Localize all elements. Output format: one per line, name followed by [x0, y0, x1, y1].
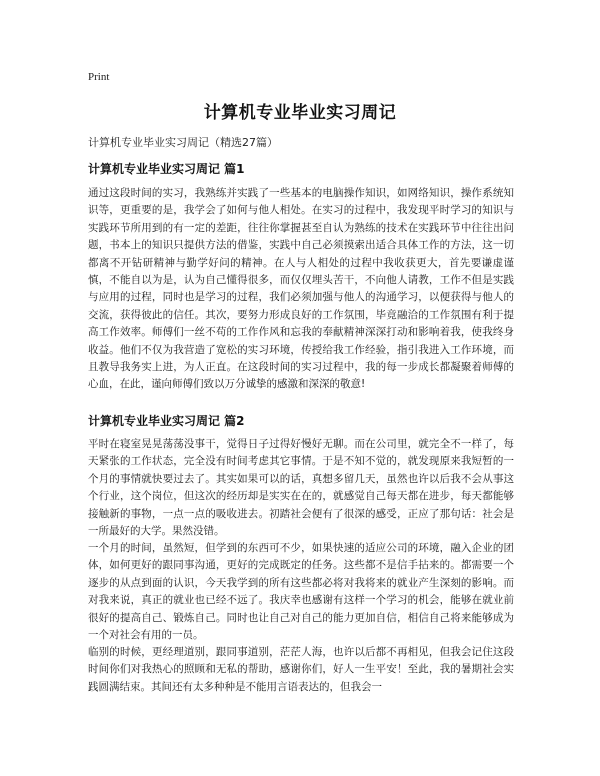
- section-2-paragraph-1: 平时在寝室晃晃荡荡没事干，觉得日子过得好慢好无聊。而在公司里，就完全不一样了，每天紧张的工作状态，完全没有时间考虑其它事情。于是不知不觉的，就发现原来我短暂的一个月的事情就快要过去了。其实如果可以的话，真想多留几天，虽然也许以后我不会从事这个行业，这个岗位，但这次的经历却是实实在在的，就感觉自己每天都在进步，每天都能够接触新的事物，一点一点的吸收进去。初踏社会便有了很深的感受，正应了那句话：社会是一所最好的大学。果然没错。: [88, 438, 514, 538]
- section-heading-1: 计算机专业毕业实习周记 篇1: [88, 162, 245, 176]
- section-heading-2: 计算机专业毕业实习周记 篇2: [88, 414, 245, 428]
- section-1-paragraph-1: 通过这段时间的实习，我熟练并实践了一些基本的电脑操作知识，如网络知识，操作系统知识等，更重要的是，我学会了如何与他人相处。在实习的过程中，我发现平时学习的知识与实践环节所用到的有一定的差距，往往你掌握甚至自认为熟练的技术在实践环节中往往出问题，书本上的知识只提供方法的借鉴，实践中自己必须摸索出适合具体工作的方法，这一切都离不开钻研精神与勤学好问的精神。在人与人相处的过程中我收获更大，首先要谦虚谨慎，不能自以为是，认为自己懂得很多，而仅仅埋头苦干，不向他人请教，工作不但是实践与应用的过程，同时也是学习的过程，我们必须加强与他人的沟通学习，以便获得与他人的交流，获得彼此的信任。其次，要努力形成良好的工作氛围，毕竟融洽的工作氛围有利于提高工作效率。师傅们一丝不苟的工作作风和忘我的奉献精神深深打动和影响着我，使我终身收益。他们不仅为我营造了宽松的实习环境，传授给我工作经验，指引我进入工作环境，而且教导我务实上进，为人正直。在这段时间的实习过程中，我的每一步成长都凝聚着师傅的心血，在此，谨向师傅们致以万分诚挚的感激和深深的敬意!: [88, 187, 514, 391]
- section-2-paragraph-2: 一个月的时间，虽然短，但学到的东西可不少，如果快速的适应公司的环境，融入企业的团体，如何更好的跟同事沟通，更好的完成既定的任务。这些都不是信手拈来的。都需要一个逐步的从点到面的认识，今天我学到的所有这些都必将对我将来的就业产生深刻的影响。而对我来说，真正的就业也已经不远了。我庆幸也感谢有这样一个学习的机会，能够在就业前很好的提高自己、锻炼自己。同时也让自己对自己的能力更加自信，相信自己将来能够成为一个对社会有用的一员。: [88, 542, 514, 642]
- document-subtitle: 计算机专业毕业实习周记（精选27篇）: [88, 136, 278, 149]
- print-label: Print: [88, 71, 110, 83]
- section-2-paragraph-3: 临别的时候，更经理道别，跟同事道别，茫茫人海，也许以后都不再相见，但我会记住这段时间你们对我热心的照顾和无私的帮助，感谢你们，好人一生平安！至此，我的暑期社会实践圆满结束。其间还有太多种种是不能用言语表达的，但我会一: [88, 646, 514, 693]
- page-title: 计算机专业毕业实习周记: [203, 103, 397, 123]
